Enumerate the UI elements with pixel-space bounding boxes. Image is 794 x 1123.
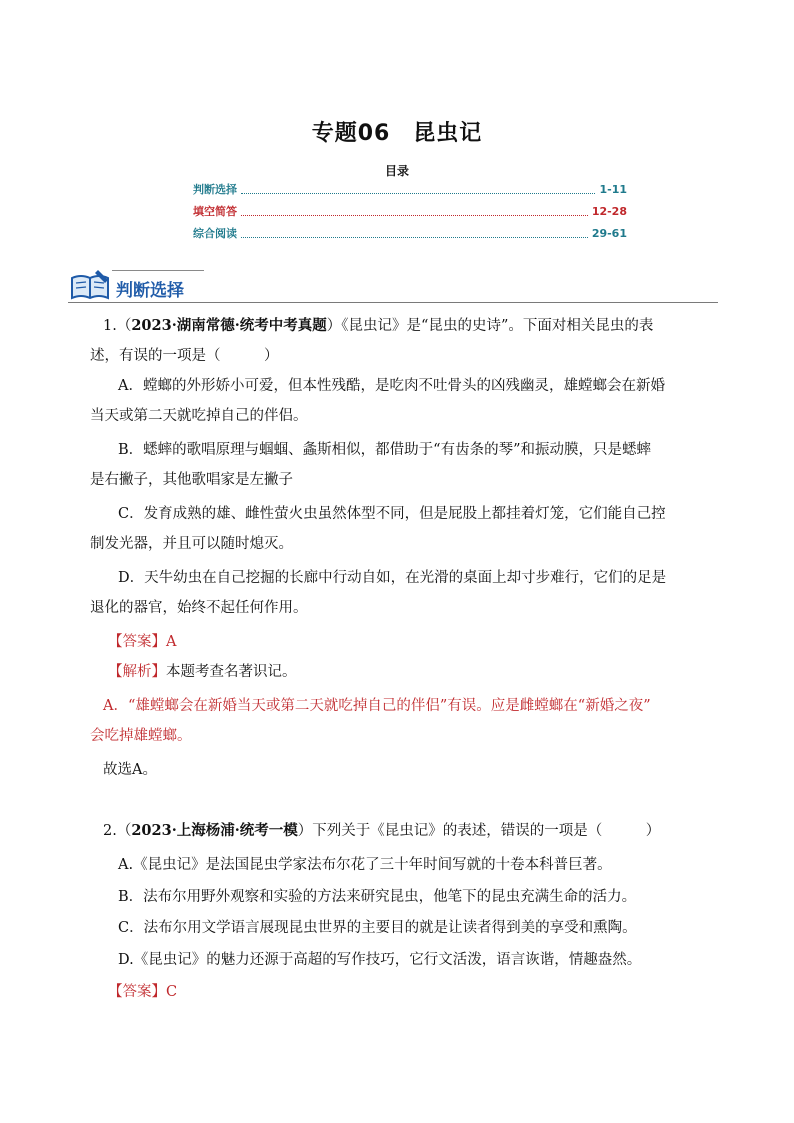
toc-leader (241, 206, 588, 216)
q1-option-b: B．蟋蟀的歌唱原理与蝈蝈、螽斯相似，都借助于“有齿条的琴”和振动膜，只是蟋蟀 (118, 442, 651, 458)
q1-option-c-cont: 制发光器，并且可以随时熄灭。 (90, 536, 293, 552)
q1-option-a: A．螳螂的外形娇小可爱，但本性残酷，是吃肉不吐骨头的凶残幽灵，雄螳螂会在新婚 (118, 378, 665, 394)
answer-tag: 【答案】 (108, 634, 166, 650)
toc-pages: 29-61 (591, 226, 627, 240)
toc-label: 综合阅读 (193, 227, 237, 240)
q2-option-b: B．法布尔用野外观察和实验的方法来研究昆虫，他笔下的昆虫充满生命的活力。 (118, 889, 637, 905)
q1-source: 2023·湖南常德·统考中考真题 (131, 317, 327, 334)
header-top-rule (112, 270, 204, 271)
toc-row-fill[interactable] (193, 203, 627, 219)
q1-number: 1.（ (103, 318, 132, 334)
toc-heading: 目录 (384, 164, 409, 178)
q2-stem-text: ）下列关于《昆虫记》的表述，错误的一项是（ ） (297, 823, 661, 839)
q1-stem: ）《昆虫记》是“昆虫的史诗”。下面对相关昆虫的表 (326, 318, 654, 334)
q1-option-d-cont: 退化的器官，始终不起任何作用。 (90, 600, 308, 616)
q2-source: 2023·上海杨浦·统考一模 (131, 822, 298, 839)
section-header (68, 266, 718, 306)
toc-label: 判断选择 (193, 183, 237, 196)
explanation-tag: 【解析】 (108, 664, 166, 680)
q1-option-b-cont: 是右撇子，其他歌唱家是左撇子 (90, 472, 293, 488)
section-label: 判断选择 (116, 281, 184, 301)
q2-stem (103, 821, 660, 841)
answer-tag: 【答案】 (108, 984, 166, 1000)
q1-conclusion: 故选A。 (103, 762, 157, 778)
q2-option-d: D.《昆虫记》的魅力还源于高超的写作技巧，它行文活泼，语言诙谐，情趣盎然。 (118, 952, 642, 968)
q1-option-a-cont: 当天或第二天就吃掉自己的伴侣。 (90, 408, 308, 424)
page-title: 专题06 昆虫记 (311, 121, 483, 146)
q1-option-c: C．发育成熟的雄、雌性萤火虫虽然体型不同，但是屁股上都挂着灯笼，它们能自己控 (118, 506, 666, 522)
answer-value: C (166, 984, 178, 1000)
header-rule (68, 302, 718, 303)
q2-option-a: A.《昆虫记》是法国昆虫学家法布尔花了三十年时间写就的十卷本科普巨著。 (118, 857, 612, 873)
q2-number: 2.（ (103, 823, 132, 839)
q1-answer (108, 632, 176, 652)
toc-pages: 1-11 (599, 182, 627, 196)
q1-stem-line2: 述，有误的一项是（ ） (90, 348, 279, 364)
toc-leader (241, 228, 588, 238)
q1-explanation (108, 662, 297, 682)
q1-stem-line1 (103, 316, 653, 336)
toc-label: 填空简答 (193, 205, 237, 218)
q1-option-d: D．天牛幼虫在自己挖掘的长廊中行动自如，在光滑的桌面上却寸步难行，它们的足是 (118, 570, 667, 586)
q1-note: A．“雄螳螂会在新婚当天或第二天就吃掉自己的伴侣”有误。应是雌螳螂在“新婚之夜” (103, 698, 651, 714)
q1-note-cont: 会吃掉雄螳螂。 (90, 728, 192, 744)
toc-pages: 12-28 (591, 204, 627, 218)
q2-answer (108, 982, 177, 1002)
toc-row-judge[interactable] (193, 181, 627, 197)
explanation-text: 本题考查名著识记。 (166, 664, 297, 680)
toc-row-reading[interactable] (193, 225, 627, 241)
toc-leader (241, 184, 595, 194)
open-book-icon (68, 268, 112, 302)
q2-option-c: C．法布尔用文学语言展现昆虫世界的主要目的就是让读者得到美的享受和熏陶。 (118, 920, 637, 936)
answer-value: A (166, 634, 177, 650)
